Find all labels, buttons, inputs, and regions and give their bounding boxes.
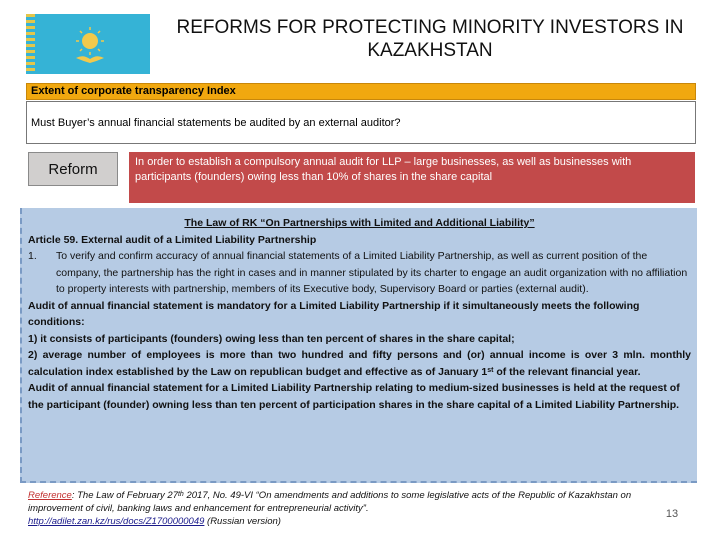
flag-sun-eagle xyxy=(26,14,150,74)
law-condition-1: 1) it consists of participants (founders) owing less than ten percent of shares in the share capital; xyxy=(28,332,515,345)
reference-link-suffix: (Russian version) xyxy=(204,516,281,527)
reference-link[interactable]: http://adilet.zan.kz/rus/docs/Z1700000049 xyxy=(28,516,205,527)
page-title: REFORMS FOR PROTECTING MINORITY INVESTORS IN KAZAKHSTAN xyxy=(176,17,684,61)
law-article: Article 59. External audit of a Limited Liability Partnership xyxy=(28,233,317,246)
law-condition-2-text: 2) average number of employees is more than two hundred and fifty persons and (or) annual income is over 3 mln. monthly calculation index established by the Law on republican budget and effective as of January 1 xyxy=(28,349,691,378)
question-box: Must Buyer’s annual financial statements be audited by an external auditor? xyxy=(26,101,696,144)
reform-button[interactable]: Reform xyxy=(28,152,118,186)
law-item-text: To verify and confirm accuracy of annual financial statements of a Limited Liability Partnership, as well as current position of the company, the partnership has the right in cases and in manner stipulated by its charter to engage an audit organization with no affiliation to property interests with partnership, members of its Executive body, Supervisory Board or parties (external audit). xyxy=(56,250,688,295)
law-paragraph-1: Audit of annual financial statement is mandatory for a Limited Liability Partnership if it simultaneously meets the following conditions: xyxy=(28,299,640,328)
law-heading: The Law of RK “On Partnerships with Limited and Additional Liability” xyxy=(184,217,535,229)
law-condition-2-sup: st xyxy=(487,366,494,374)
kazakhstan-flag-icon xyxy=(26,14,150,74)
index-bar: Extent of corporate transparency Index xyxy=(26,83,696,100)
reference-text-a: : The Law of February 27 xyxy=(71,490,178,501)
reference-text-b: 2017, No. 49-VI “On amendments and additions to some legislative acts of the Republic of Kazakhstan on improvement of civil, banking laws and enhancement for entrepreneurial activity”. xyxy=(28,490,632,514)
reference-label: Reference xyxy=(28,490,72,501)
law-condition-2 xyxy=(28,347,691,380)
reference-note xyxy=(28,489,668,528)
law-item-number: 1. xyxy=(28,250,37,262)
law-item-1 xyxy=(28,248,691,298)
law-paragraph-2: Audit of annual financial statement for a Limited Liability Partnership relating to medium-sized businesses is held at the request of the participant (founder) owning less than ten percent of participation shares in the share capital of a Limited Liability Partnership. xyxy=(28,382,680,411)
law-condition-2-end: of the relevant financial year. xyxy=(493,365,641,378)
law-excerpt xyxy=(20,208,697,483)
reference-sup: th xyxy=(177,491,184,498)
page-number: 13 xyxy=(665,508,679,520)
reform-description: In order to establish a compulsory annual audit for LLP – large businesses, as well as businesses with participants (founders) owing less than 10% of shares in the share capital xyxy=(129,152,695,203)
